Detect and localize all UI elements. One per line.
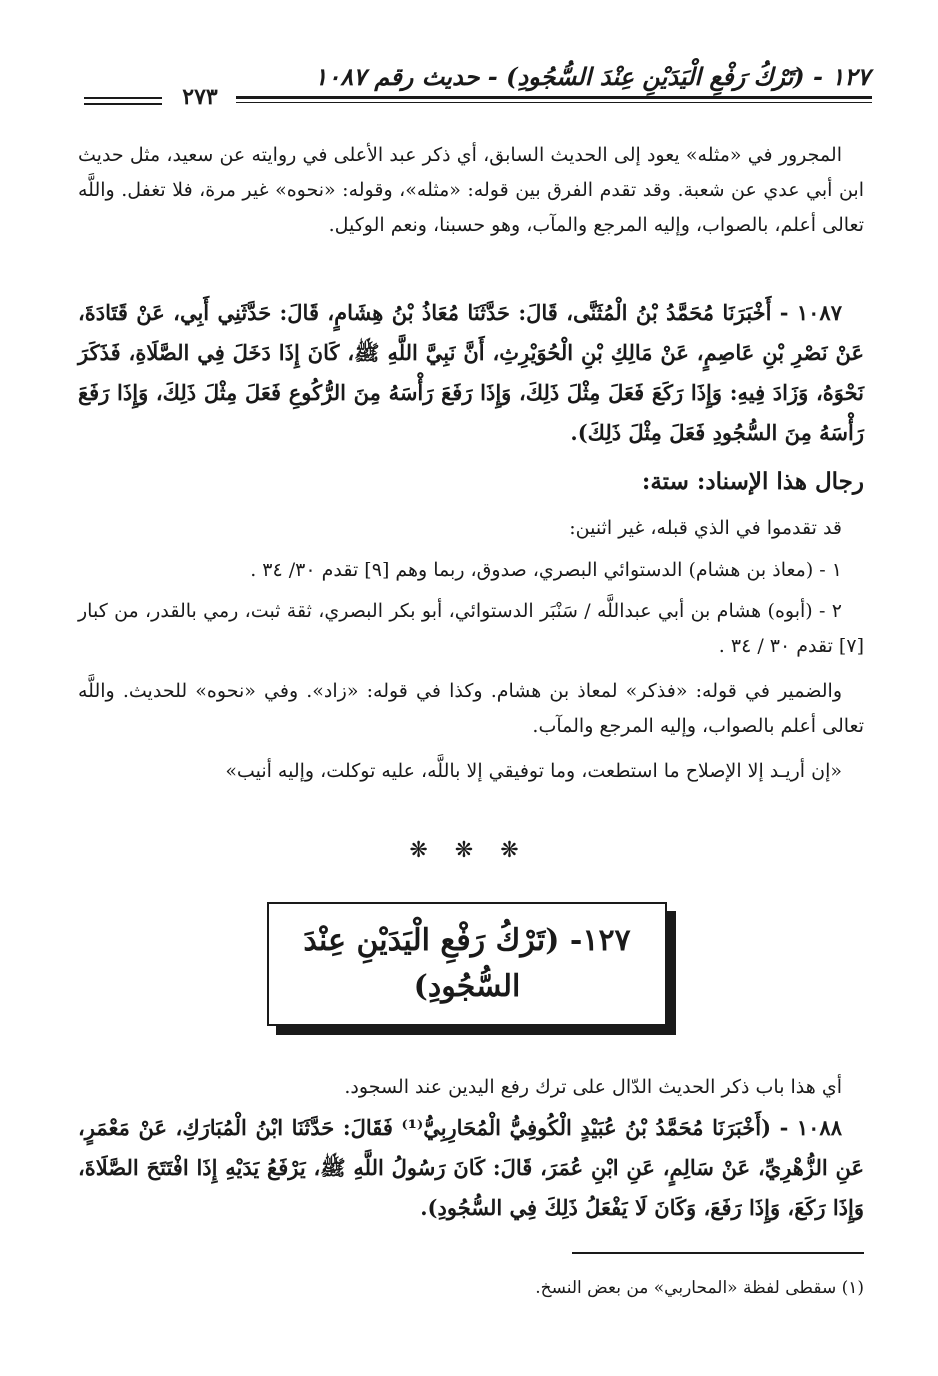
rijal-item-2: ٢ - (أبوه) هشام بن أبي عبداللَّه / سَنْبَر الدستوائي، أبو بكر البصري، ثقة ثبت، رمي بالقدر، من كبار [٧] تقدم ٣٠ / ٣٤ . xyxy=(78,600,864,657)
chapter-intro: أي هذا باب ذكر الحديث الدّال على ترك رفع اليدين عند السجود. xyxy=(344,1076,842,1098)
section-separator: ❋ ❋ ❋ xyxy=(409,838,529,863)
hadith-1087: ١٠٨٧ - أَخْبَرَنَا مُحَمَّدُ بْنُ الْمُثَنَّى، قَالَ: حَدَّثَنَا مُعَاذُ بْنُ هِشَامٍ، قَالَ: حَدَّثَنِي أَبِي، عَنْ قَتَادَةَ، عَنْ نَصْرِ بْنِ عَاصِمٍ، عَنْ مَالِكِ بْنِ الْحُوَيْرِثِ، أَنَّ نَبِيَّ اللَّهِ ﷺ، كَانَ إِذَا دَخَلَ فِي الصَّلَاةِ، فَذَكَرَ نَحْوَهُ، وَزَادَ فِيهِ: وَإِذَا رَكَعَ فَعَلَ مِثْلَ ذَلِكَ، وَإِذَا رَفَعَ رَأْسَهُ مِنَ الرُّكُوعِ فَعَلَ مِثْلَ ذَلِكَ، وَإِذَا رَفَعَ رَأْسَهُ مِنَ السُّجُودِ فَعَلَ مِثْلَ ذَلِكَ). xyxy=(78,300,864,445)
rijal-intro: قد تقدموا في الذي قبله، غير اثنين: xyxy=(569,517,842,539)
running-header-title: ١٢٧ - (تَرْكُ رَفْعِ الْيَدَيْنِ عِنْدَ السُّجُودِ) - حديث رقم ١٠٨٧ xyxy=(314,62,870,91)
header-rule-thin xyxy=(236,102,872,103)
chapter-title-line-2: السُّجُودِ) xyxy=(413,969,521,1004)
footnote-rule xyxy=(572,1252,864,1254)
chapter-title-line-1: ١٢٧- (تَرْكُ رَفْعِ الْيَدَيْنِ عِنْدَ xyxy=(303,923,631,958)
footnote: (١) سقطى لفظة «المحاربي» من بعض النسخ. xyxy=(535,1278,864,1298)
pronoun-note: والضمير في قوله: «فذكر» لمعاذ بن هشام. وكذا في قوله: «زاد». وفي «نحوه» للحديث. واللَّه تعالى أعلم بالصواب، وإليه المرجع والمآب. xyxy=(78,680,864,737)
header-rule xyxy=(236,96,872,99)
page-number: ٢٧٣ xyxy=(182,84,218,110)
commentary-paragraph: المجرور في «مثله» يعود إلى الحديث السابق، أي ذكر عبد الأعلى في روايته عن سعيد، مثل حديث ابن أبي عدي عن شعبة. وقد تقدم الفرق بين قوله: «مثله»، وقوله: «نحوه» غير مرة، فلا تغفل. واللَّه تعالى أعلم، بالصواب، وإليه المرجع والمآب، وهو حسبنا، ونعم الوكيل. xyxy=(78,144,864,236)
page-number-rule-lower xyxy=(84,103,162,105)
page-number-rule xyxy=(84,97,162,99)
chapter-title xyxy=(279,918,654,1010)
closing-quote: «إن أريـد إلا الإصلاح ما استطعت، وما توفيقي إلا باللَّه، عليه توكلت، وإليه أنيب» xyxy=(225,760,842,782)
rijal-heading: رجال هذا الإسناد: ستة: xyxy=(641,468,864,495)
chapter-title-box xyxy=(267,902,667,1026)
hadith-1088: ١٠٨٨ - (أَخْبَرَنَا مُحَمَّدُ بْنُ عُبَيْدٍ الْكُوفِيُّ الْمُحَارِبِيُّ⁽¹⁾ فَقَالَ: حَدَّثَنَا ابْنُ الْمُبَارَكِ، عَنْ مَعْمَرٍ، عَنِ الزُّهْرِيِّ، عَنْ سَالِمٍ، عَنِ ابْنِ عُمَرَ، قَالَ: كَانَ رَسُولُ اللَّهِ ﷺ، يَرْفَعُ يَدَيْهِ إِذَا افْتَتَحَ الصَّلَاةَ، وَإِذَا رَكَعَ، وَإِذَا رَفَعَ، وَكَانَ لَا يَفْعَلُ ذَلِكَ فِي السُّجُودِ). xyxy=(78,1115,864,1220)
rijal-item-1: ١ - (معاذ بن هشام) الدستوائي البصري، صدوق، ربما وهم [٩] تقدم ٣٠/ ٣٤ . xyxy=(250,559,842,581)
